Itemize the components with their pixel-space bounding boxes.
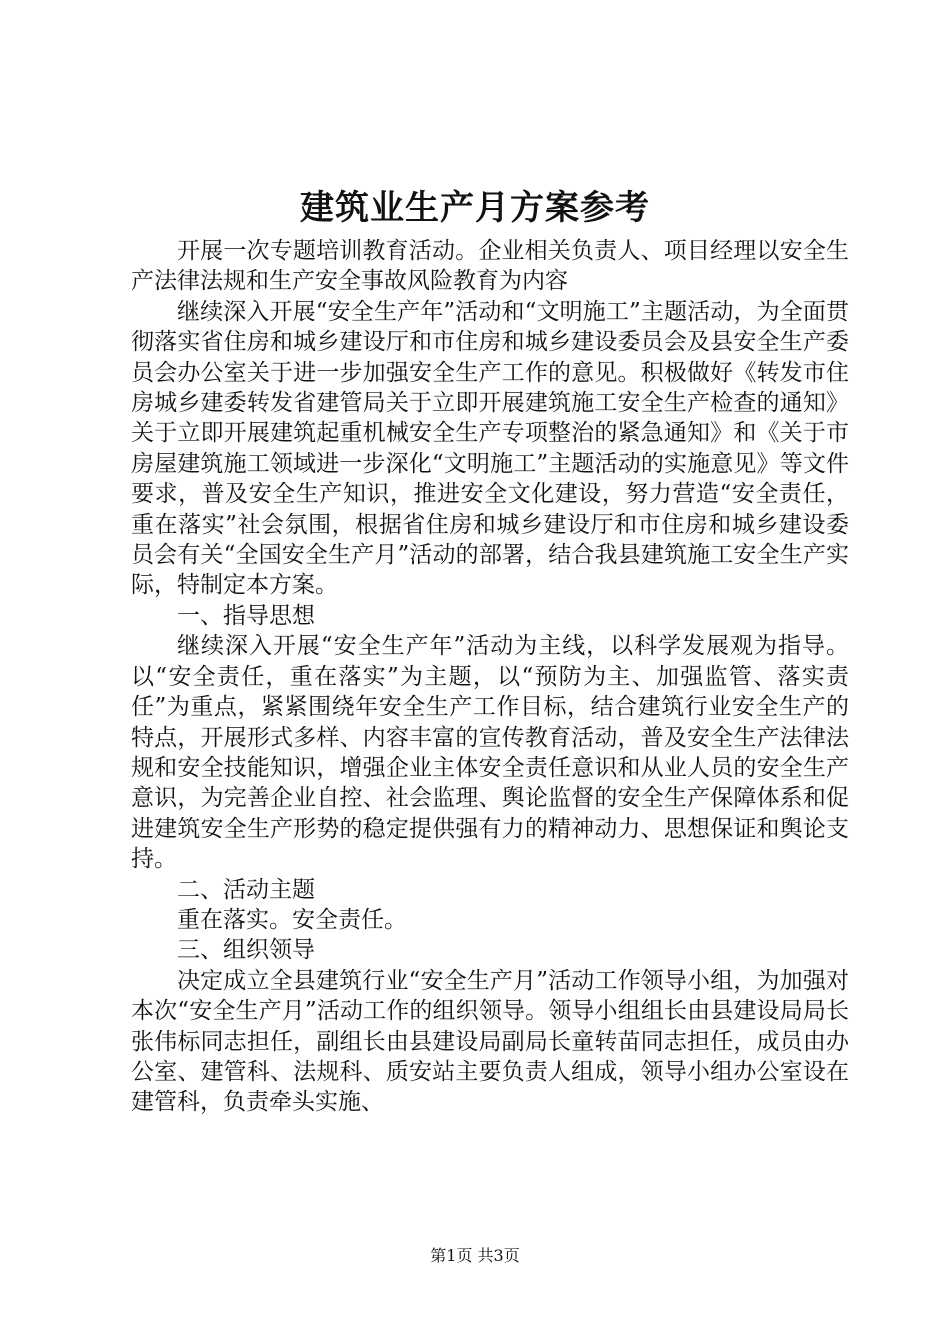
document-body	[131, 236, 849, 1118]
section-heading: 一、指导思想	[177, 602, 315, 629]
paragraph: 重在落实。安全责任。	[177, 906, 407, 933]
section-heading: 三、组织领导	[177, 937, 315, 964]
paragraph: 决定成立全县建筑行业“安全生产月”活动工作领导小组，为加强对本次“安全生产月”活动工作的组织领导。领导小组组长由县建设局局长张伟标同志担任，副组长由县建设局副局长童转苗同志担任，成员由办公室、建管科、法规科、质安站主要负责人组成，领导小组办公室设在建管科，负责牵头实施、	[131, 967, 849, 1116]
paragraph: 开展一次专题培训教育活动。企业相关负责人、项目经理以安全生产法律法规和生产安全事故风险教育为内容	[131, 238, 849, 295]
paragraph: 继续深入开展“安全生产年”活动为主线，以科学发展观为指导。以“安全责任，重在落实”为主题，以“预防为主、加强监管、落实责任”为重点，紧紧围绕年安全生产工作目标，结合建筑行业安全生产的特点，开展形式多样、内容丰富的宣传教育活动，普及安全生产法律法规和安全技能知识，增强企业主体安全责任意识和从业人员的安全生产意识，为完善企业自控、社会监理、舆论监督的安全生产保障体系和促进建筑安全生产形势的稳定提供强有力的精神动力、思想保证和舆论支持。	[131, 633, 849, 873]
section-heading: 二、活动主题	[177, 876, 315, 903]
page-footer: 第1页 共3页	[430, 1246, 520, 1265]
document-title: 建筑业生产月方案参考	[300, 188, 650, 228]
paragraph: 继续深入开展“安全生产年”活动和“文明施工”主题活动，为全面贯彻落实省住房和城乡建设厅和市住房和城乡建设委员会及县安全生产委员会办公室关于进一步加强安全生产工作的意见。积极做好《转发市住房城乡建委转发省建管局关于立即开展建筑施工安全生产检查的通知》关于立即开展建筑起重机械安全生产专项整治的紧急通知》和《关于市房屋建筑施工领域进一步深化“文明施工”主题活动的实施意见》等文件要求，普及安全生产知识，推进安全文化建设，努力营造“安全责任，重在落实”社会氛围，根据省住房和城乡建设厅和市住房和城乡建设委员会有关“全国安全生产月”活动的部署，结合我县建筑施工安全生产实际，特制定本方案。	[131, 298, 849, 599]
